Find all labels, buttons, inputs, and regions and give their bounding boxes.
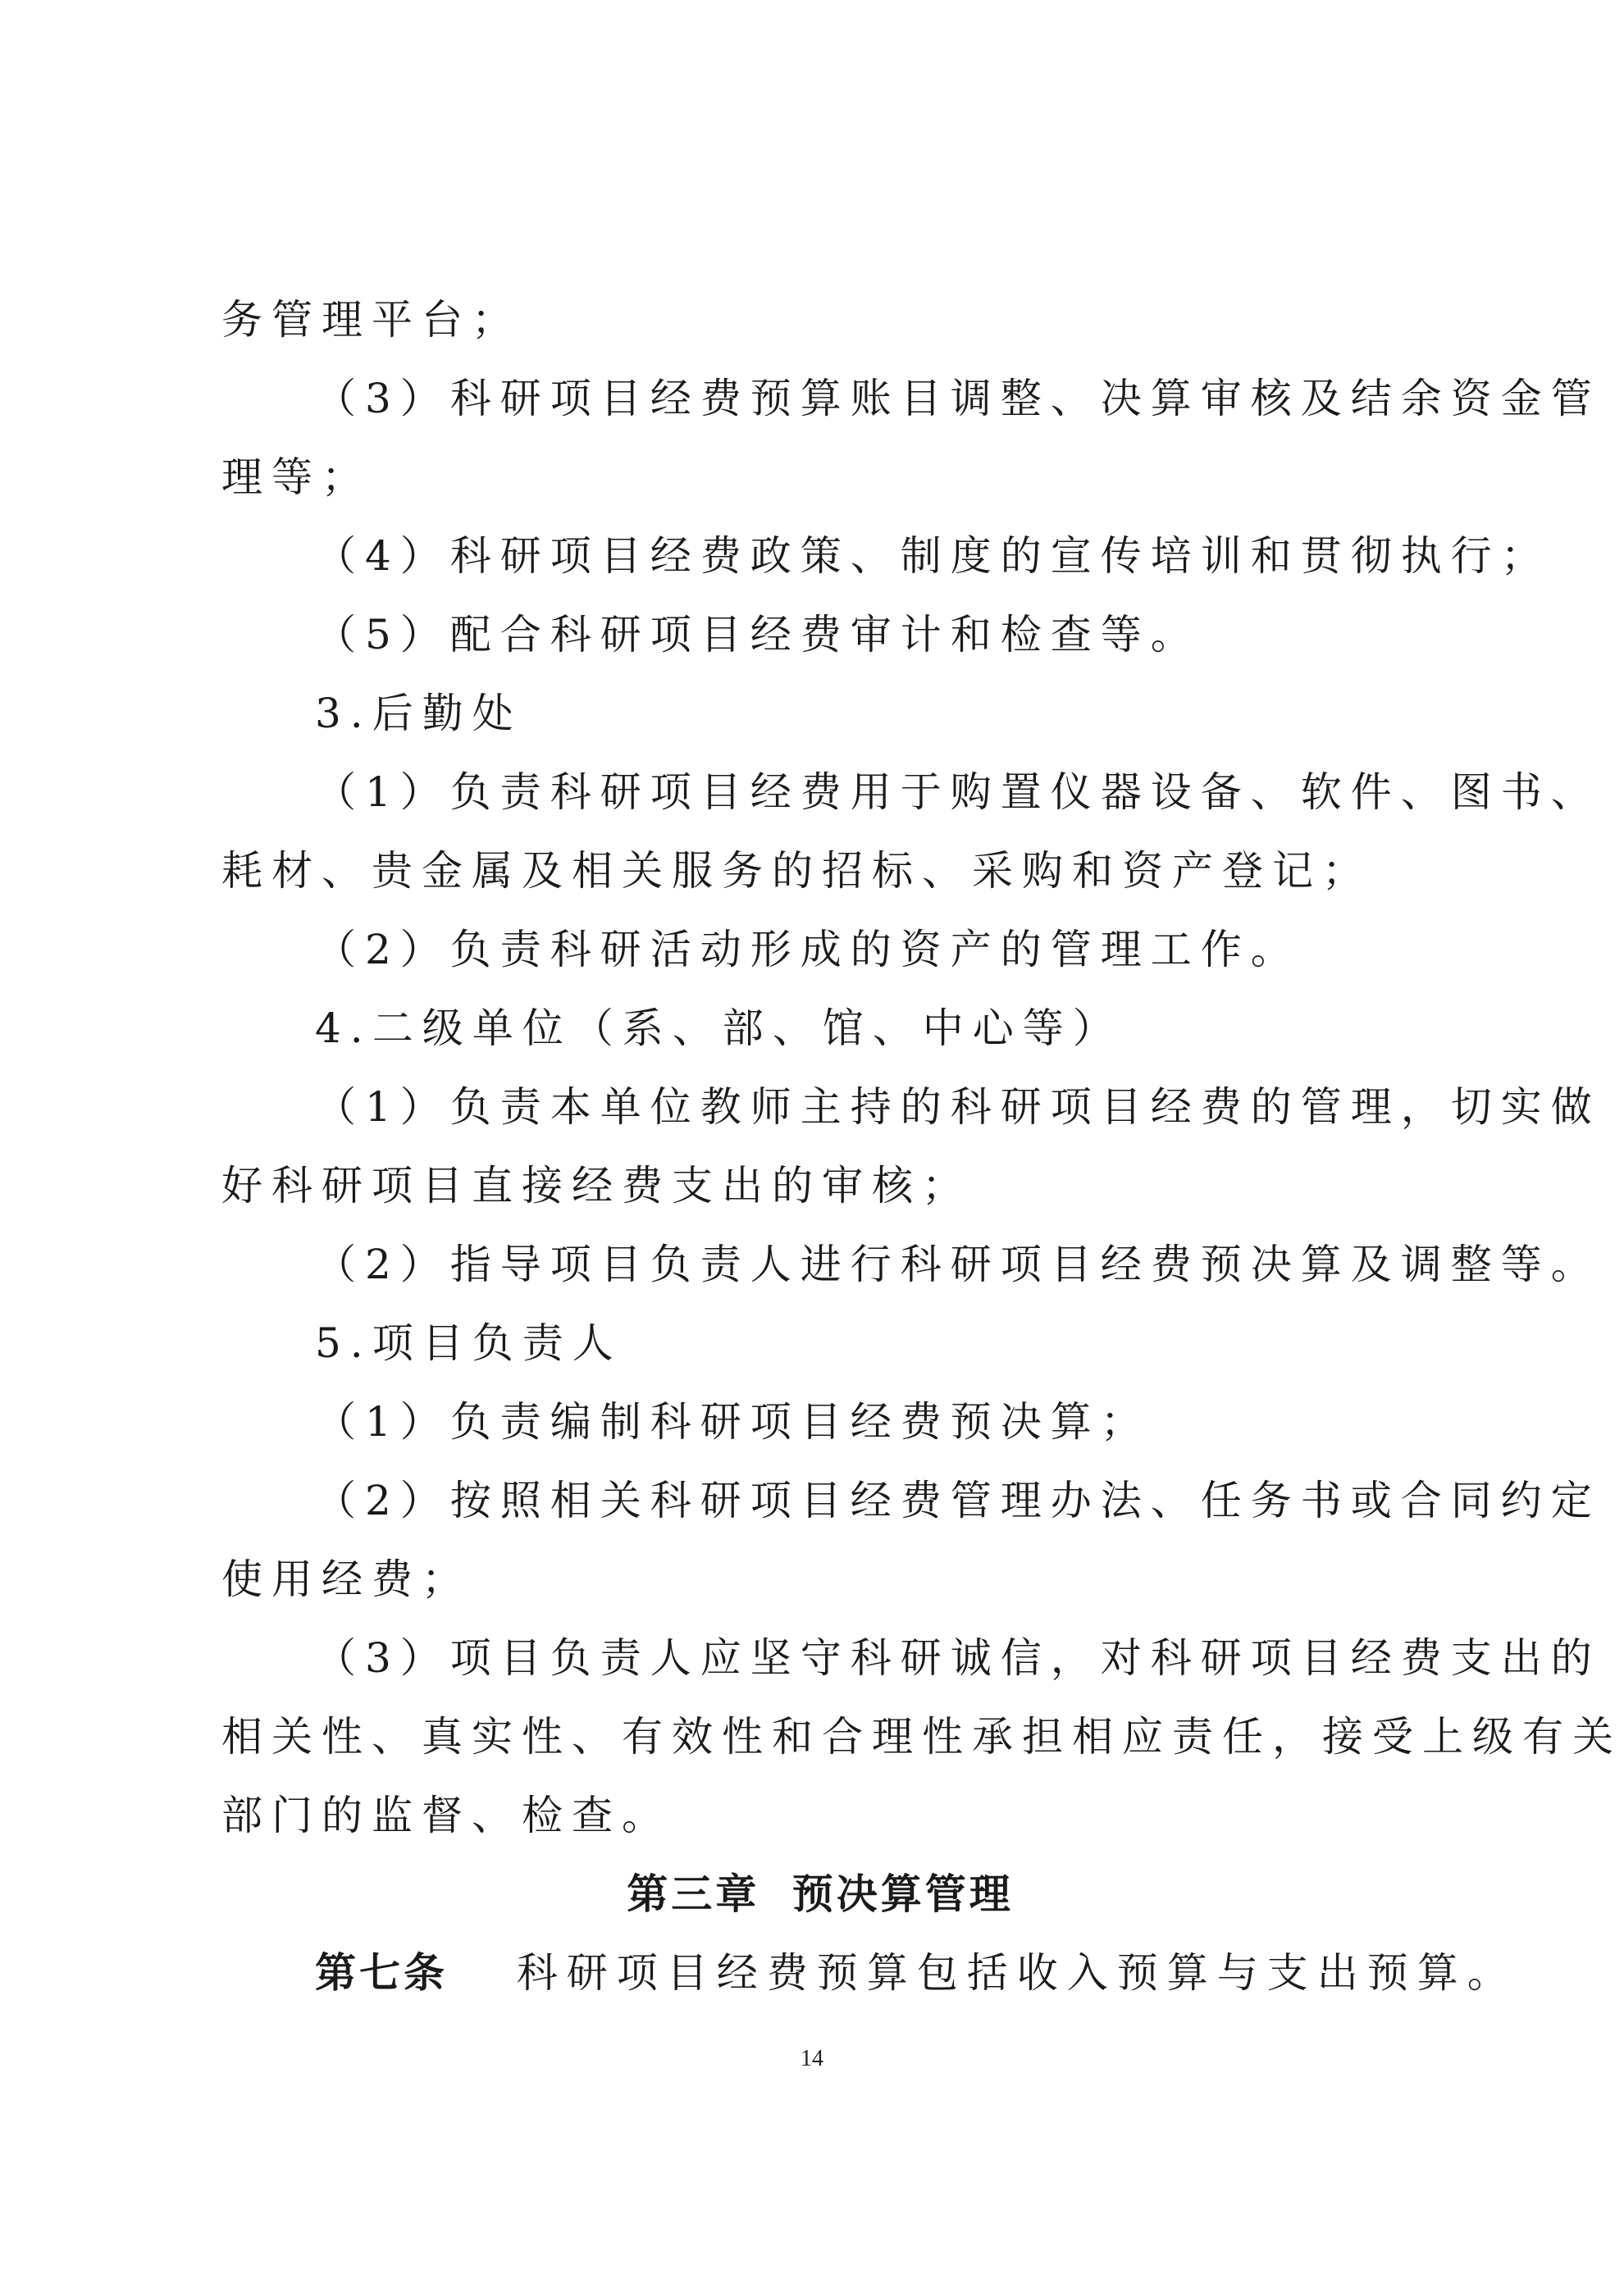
paragraph-line: 相关性、真实性、有效性和合理性承担相应责任，接受上级有关 — [221, 1713, 1622, 1761]
paragraph-line: （1）负责本单位教师主持的科研项目经费的管理，切实做 — [315, 1083, 1601, 1131]
article-text: 科研项目经费预算包括收入预算与支出预算。 — [516, 1949, 1517, 1997]
page-number: 14 — [801, 2046, 823, 2071]
paragraph-line: （1）负责编制科研项目经费预决算； — [315, 1398, 1151, 1446]
paragraph-line: （3）科研项目经费预算账目调整、决算审核及结余资金管 — [315, 375, 1601, 422]
chapter-title: 第三章 预决算管理 — [627, 1870, 1014, 1918]
paragraph-line: 务管理平台； — [221, 296, 522, 344]
paragraph-line: 耗材、贵金属及相关服务的招标、采购和资产登记； — [221, 847, 1372, 895]
section-heading: 4.二级单位（系、部、馆、中心等） — [315, 1004, 1123, 1052]
paragraph-line: 理等； — [221, 453, 372, 501]
paragraph-line: （5）配合科研项目经费审计和检查等。 — [315, 611, 1201, 658]
paragraph-line: （4）科研项目经费政策、制度的宣传培训和贯彻执行； — [315, 532, 1551, 580]
paragraph-line: 使用经费； — [221, 1556, 472, 1603]
article-line — [315, 1934, 1517, 2012]
paragraph-line: （3）项目负责人应坚守科研诚信，对科研项目经费支出的 — [315, 1634, 1601, 1682]
paragraph-line: 部门的监督、检查。 — [221, 1792, 672, 1839]
section-heading: 5.项目负责人 — [315, 1319, 623, 1367]
paragraph-line: （1）负责科研项目经费用于购置仪器设备、软件、图书、 — [315, 768, 1601, 816]
paragraph-line: （2）指导项目负责人进行科研项目经费预决算及调整等。 — [315, 1241, 1601, 1288]
article-number: 第七条 — [315, 1949, 448, 1997]
paragraph-line: 好科研项目直接经费支出的审核； — [221, 1162, 972, 1210]
section-heading: 3.后勤处 — [315, 690, 522, 737]
paragraph-line: （2）按照相关科研项目经费管理办法、任务书或合同约定 — [315, 1477, 1601, 1524]
paragraph-line: （2）负责科研活动形成的资产的管理工作。 — [315, 926, 1301, 973]
